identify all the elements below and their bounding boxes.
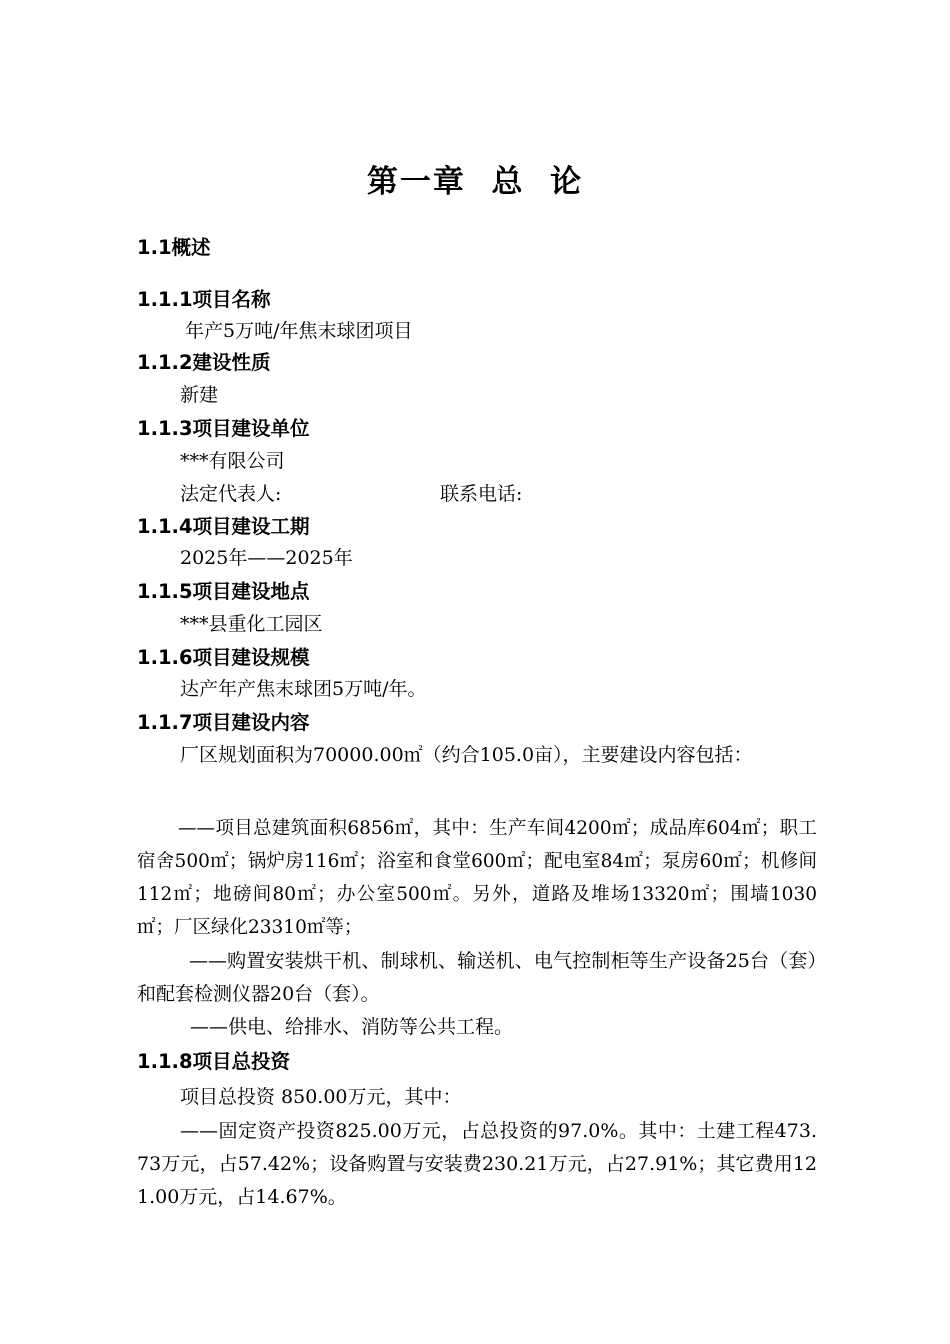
- construction-location-value: ***县重化工园区: [180, 613, 323, 635]
- construction-location-heading: 1.1.5项目建设地点: [137, 580, 310, 603]
- construction-scale-value: 达产年产焦末球团5万吨/年。: [180, 678, 427, 700]
- legal-representative-label: 法定代表人:: [180, 483, 282, 505]
- total-investment-heading: 1.1.8项目总投资: [137, 1050, 291, 1073]
- content-equipment-paragraph: ——购置安装烘干机、制球机、输送机、电气控制柜等生产设备25台（套）和配套检测仪器20台（套）。: [137, 950, 817, 1005]
- fixed-asset-investment-paragraph: ——固定资产投资825.00万元，占总投资的97.0%。其中：土建工程473.73万元，占57.42%；设备购置与安装费230.21万元，占27.91%；其它费用121.00万元，占14.67%。: [137, 1120, 817, 1208]
- construction-unit-heading: 1.1.3项目建设单位: [137, 417, 310, 440]
- chapter-title: 第一章 总 论: [366, 164, 584, 200]
- contact-phone-label: 联系电话:: [440, 483, 523, 505]
- project-name-heading: 1.1.1项目名称: [137, 288, 271, 311]
- overview-heading: 1.1概述: [137, 236, 211, 259]
- construction-scale-heading: 1.1.6项目建设规模: [137, 646, 310, 669]
- construction-period-heading: 1.1.4项目建设工期: [137, 515, 310, 538]
- total-investment-value: 项目总投资 850.00万元，其中：: [180, 1086, 462, 1108]
- construction-content-heading: 1.1.7项目建设内容: [137, 711, 310, 734]
- project-name-value: 年产5万吨/年焦末球团项目: [185, 320, 413, 342]
- construction-nature-value: 新建: [180, 384, 219, 406]
- content-public-works-paragraph: ——供电、给排水、消防等公共工程。: [190, 1016, 514, 1038]
- construction-nature-heading: 1.1.2建设性质: [137, 351, 271, 374]
- content-building-area-paragraph: ——项目总建筑面积6856㎡，其中：生产车间4200㎡；成品库604㎡；职工宿舍500㎡；锅炉房116㎡；浴室和食堂600㎡；配电室84㎡；泵房60㎡；机修间112㎡；地磅间80㎡；办公室500㎡。另外，道路及堆场13320㎡；围墙1030㎡；厂区绿化23310㎡等；: [137, 818, 817, 938]
- content-intro-paragraph: 厂区规划面积为70000.00㎡（约合105.0亩），主要建设内容包括：: [180, 744, 753, 766]
- construction-unit-value: ***有限公司: [180, 450, 285, 472]
- construction-period-value: 2025年——2025年: [180, 547, 353, 569]
